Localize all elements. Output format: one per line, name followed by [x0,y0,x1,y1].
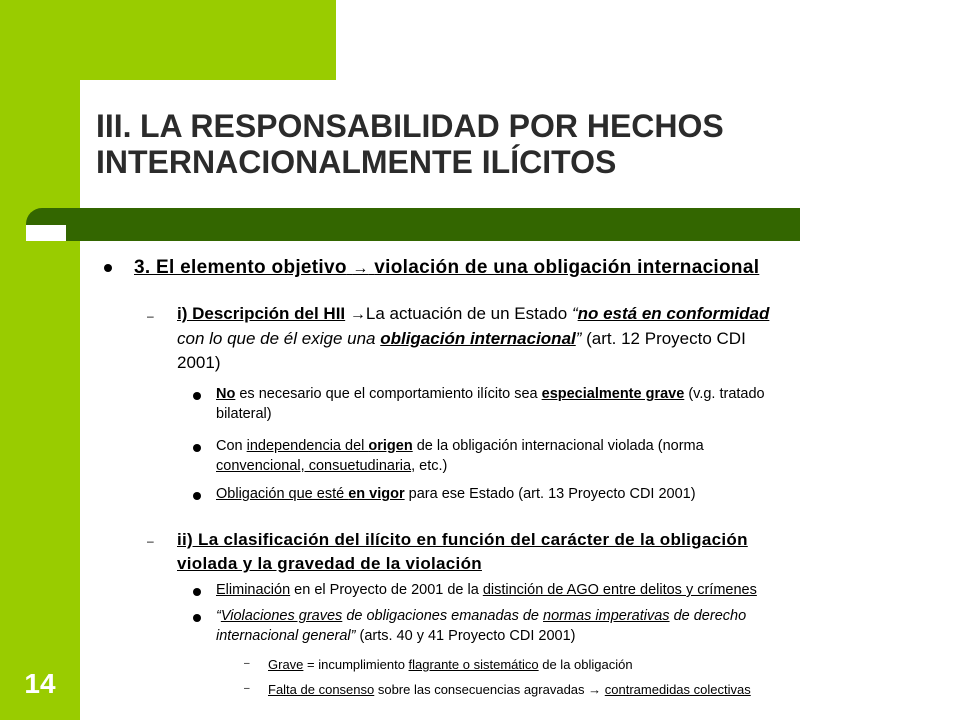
b2-text-3: , etc.) [411,458,448,474]
page-number: 14 [24,668,56,699]
b2-text: Con [216,438,247,454]
s2-text: sobre las consecuencias agravadas [374,682,589,697]
b1-text-3: bilateral) [216,406,272,422]
b3-vigor: en vigor [348,486,405,502]
item-i-description [177,302,927,375]
b3-text: para ese Estado (art. 13 Proyecto CDI 2001) [404,486,696,502]
b1-text: en el Proyecto de 2001 de la [290,582,483,598]
s1-text: = incumplimiento [303,657,409,672]
b2-violaciones: Violaciones graves [220,608,343,624]
s1-flagrante: flagrante o sistemático [408,657,539,672]
item-ii-sub-1 [268,656,928,674]
item-i-text-3: (art. 12 Proyecto CDI [581,329,746,348]
section-heading [134,256,924,281]
bullet-dot [193,392,201,400]
s1-grave: Grave [268,657,304,672]
dash-marker: – [147,534,154,548]
b1-grave: especialmente grave [541,386,685,402]
item-i-emphasis-2: obligación internacional [380,329,576,348]
s2-falta: Falta de consenso [268,682,375,697]
item-ii-line-2: violada y la gravedad de la violación [177,554,482,573]
bullet-dot [193,492,201,500]
b1-distincion: distinción de AGO entre delitos y crímenes [482,582,757,598]
b2-convencional: convencional, consuetudinaria [216,458,412,474]
item-i-text-4: 2001) [177,353,221,372]
dash-marker: – [147,309,154,323]
s2-contramedidas: contramedidas colectivas [604,682,751,697]
bullet-dot [193,588,201,596]
s1-text-2: de la obligación [538,657,633,672]
b2-text-2: de la obligación internacional violada (norma [412,438,704,454]
item-i-text-2: con lo que de él exige una [177,329,381,348]
item-i-bullet-2 [216,436,931,476]
title-line-2: INTERNACIONALMENTE ILÍCITOS [96,144,617,180]
b2-origen: origen [368,438,413,454]
arrow-right-icon: → [349,306,366,323]
item-ii-sub-2 [268,681,928,699]
b2-text: de obligaciones emanadas de [342,608,544,624]
arrow-right-icon: → [588,682,602,697]
b2-normas: normas imperativas [543,608,670,624]
dash-marker: – [244,658,250,669]
b2-independencia: independencia del [246,438,369,454]
b2-text-3: internacional general [216,628,351,644]
heading-label: 3. El elemento objetivo [134,257,347,278]
item-i-bullet-1 [216,384,931,424]
item-ii-line-1: ii) La clasificación del ilícito en función del carácter de la obligación [177,530,748,549]
item-i-emphasis-1: no está en conformidad [577,304,770,323]
item-i-text-1: La actuación de un Estado [365,304,572,323]
close-quote: ” [575,329,582,348]
b3-obligacion: Obligación que esté [216,486,349,502]
heading-text: violación de una obligación internacional [374,257,760,278]
bullet-dot [193,614,201,622]
arrow-right-icon: → [352,260,369,277]
item-i-bullet-3 [216,484,931,504]
b1-eliminacion: Eliminación [216,582,291,598]
bullet-dot [193,444,201,452]
b2-text-2: de derecho [669,608,747,624]
title-number: III. [96,108,132,144]
dash-marker: – [244,683,250,694]
title-line-1: LA RESPONSABILIDAD POR HECHOS [140,108,724,144]
b1-no: No [216,386,236,402]
item-ii-heading [177,528,927,576]
item-ii-bullet-1 [216,580,931,600]
item-ii-bullet-2 [216,606,931,646]
b1-text: es necesario que el comportamiento ilícito sea [235,386,542,402]
b2-text-4: (arts. 40 y 41 Proyecto CDI 2001) [355,628,576,644]
open-quote: “ [216,608,221,624]
b1-text-2: (v.g. tratado [684,386,765,402]
close-quote: ” [350,628,356,644]
bullet-dot [104,264,112,272]
open-quote: “ [571,304,578,323]
item-i-label: i) Descripción del HII [177,304,346,323]
